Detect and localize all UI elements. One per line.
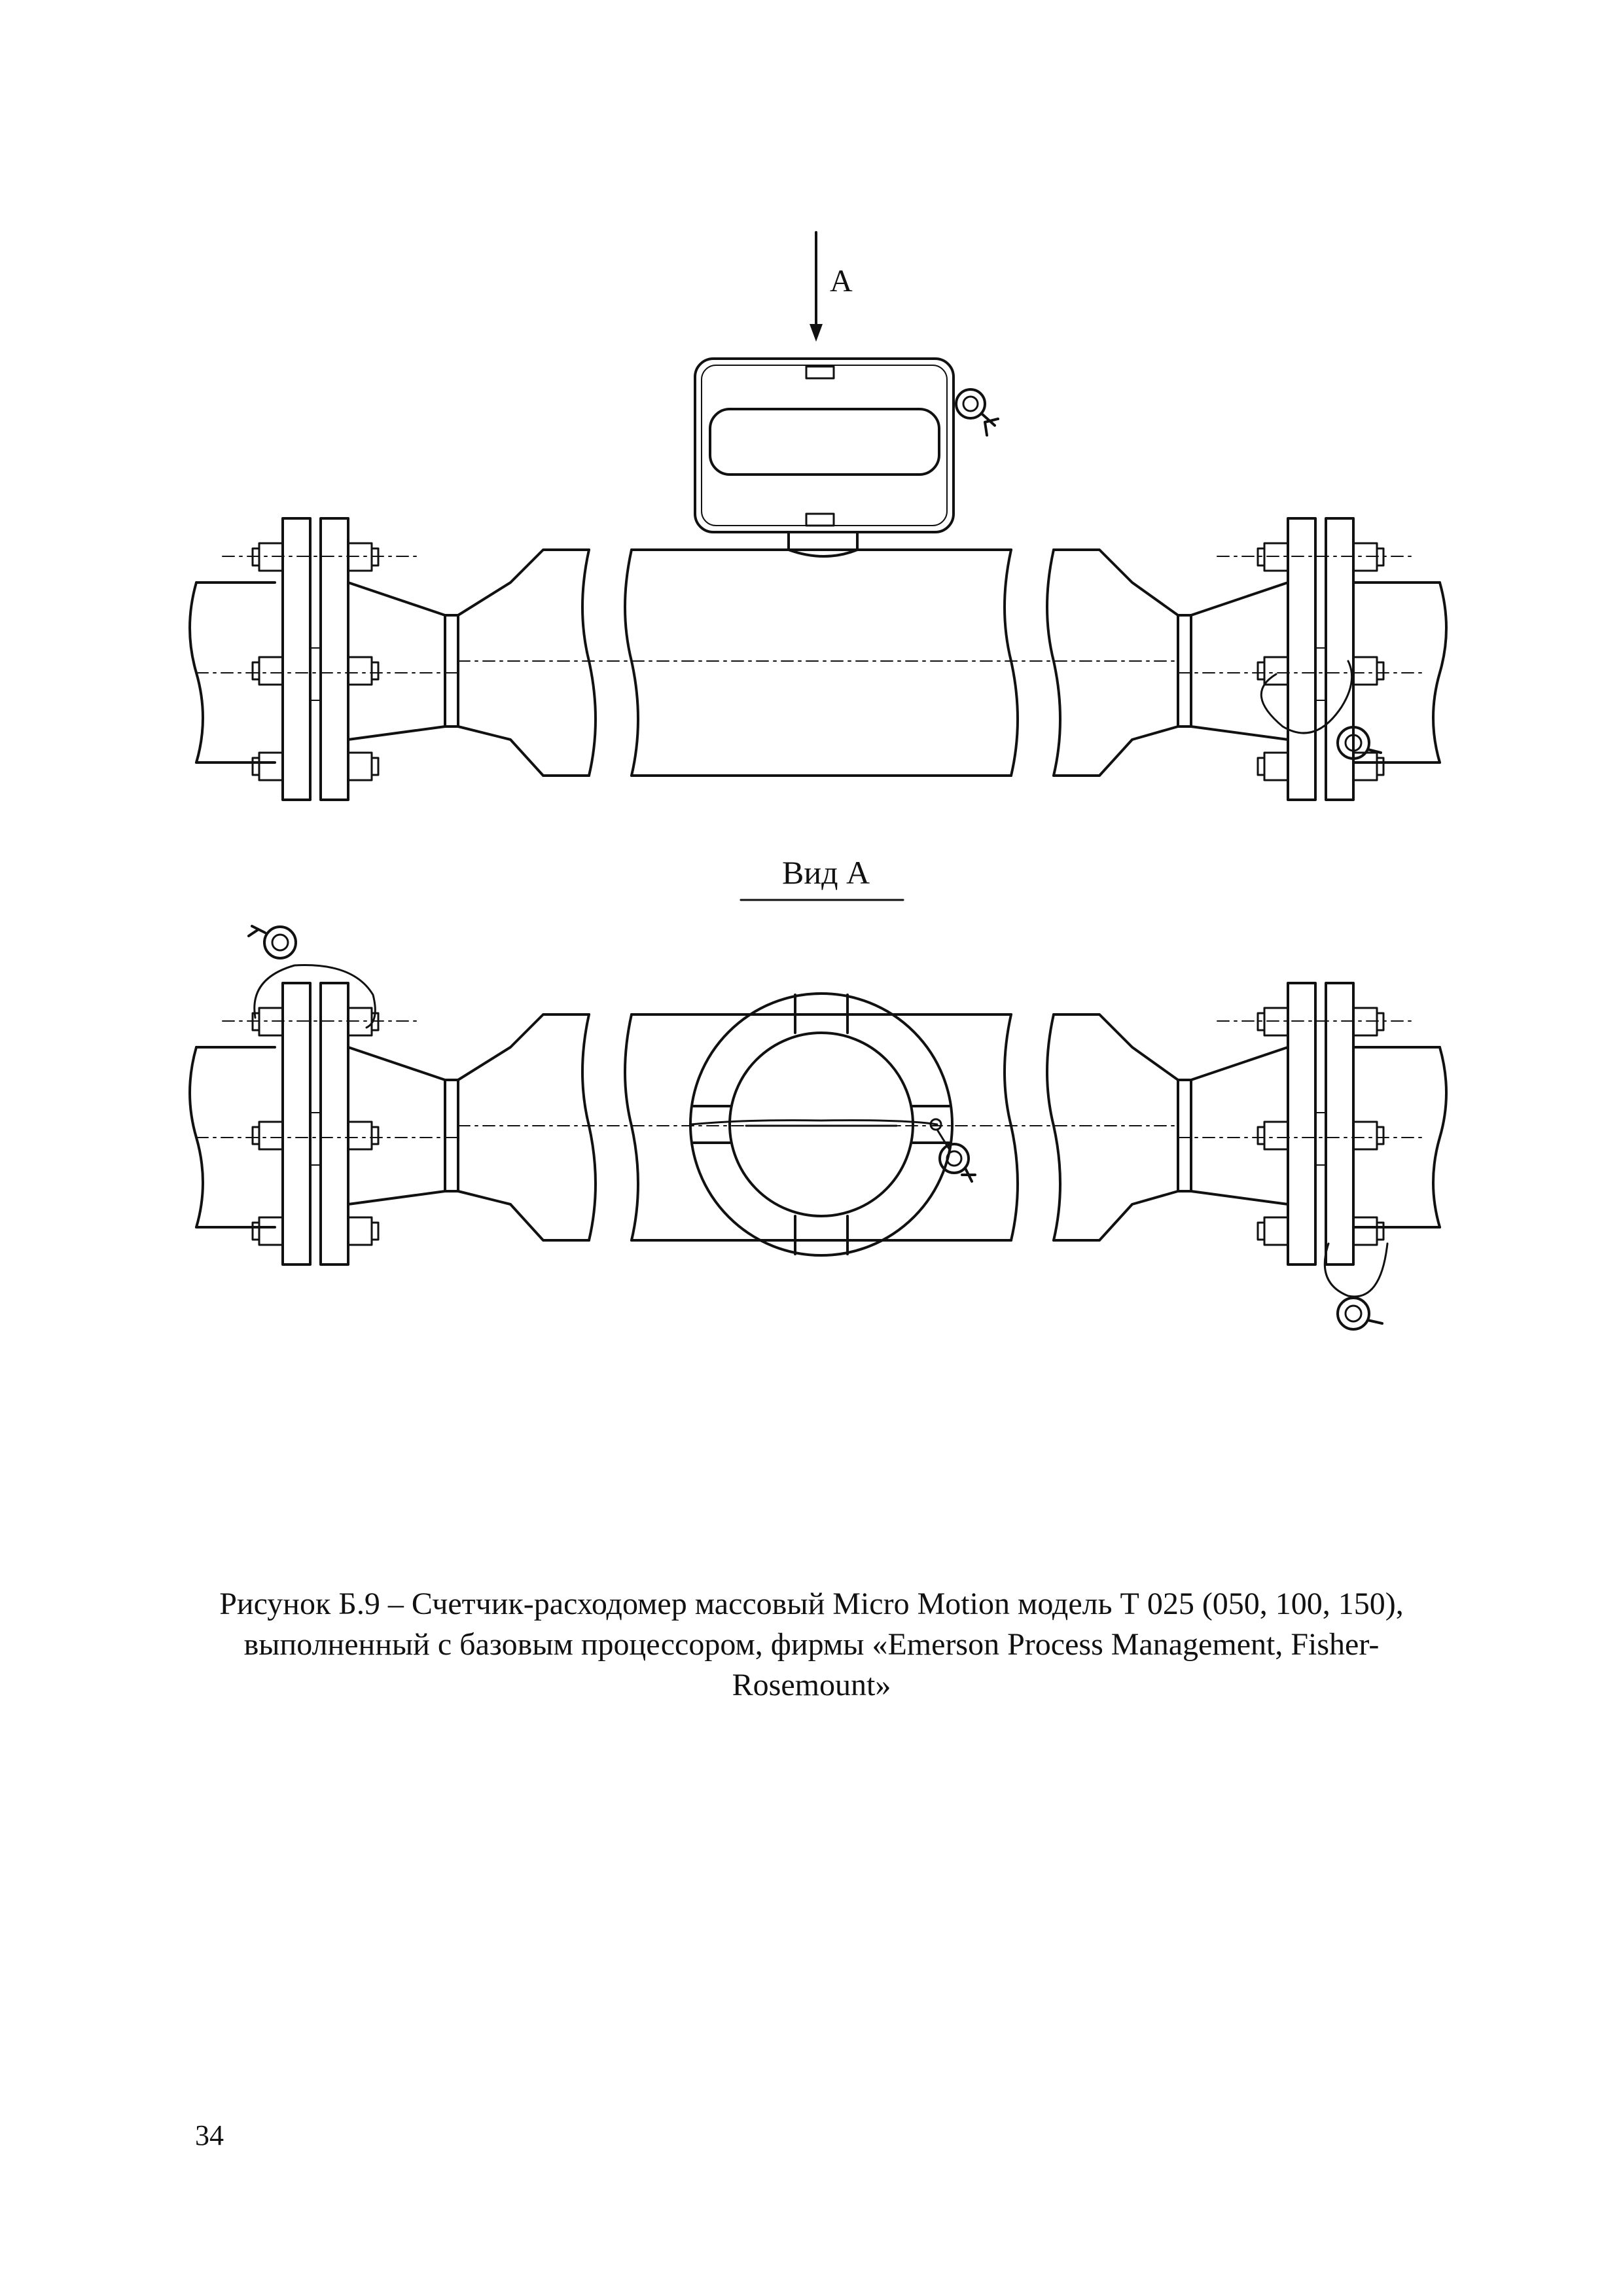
caption-line-1: Рисунок Б.9 – Счетчик-расходомер массовый Micro Motion модель Т 025 (050, 100, 150),	[219, 1587, 1404, 1621]
transmitter-housing	[695, 359, 954, 556]
view-label: Вид А	[782, 854, 870, 891]
page-number: 34	[195, 2119, 224, 2151]
flowmeter-top-view	[190, 518, 1446, 800]
seal-flange-left-icon	[249, 926, 375, 1028]
figure-caption	[164, 1584, 1459, 1706]
seal-housing-icon	[956, 389, 998, 435]
transmitter-ring-housing	[690, 994, 952, 1255]
caption-line-2: выполненный с базовым процессором, фирмы «Emerson Process Management, Fisher-	[243, 1627, 1380, 1662]
arrow-label: А	[830, 264, 853, 298]
caption-line-3: Rosemount»	[732, 1668, 891, 1702]
seal-flange-right-icon	[1325, 1244, 1387, 1329]
view-arrow-a	[810, 232, 853, 342]
seal-flange-icon	[1261, 661, 1381, 759]
flowmeter-view-a	[190, 983, 1446, 1265]
